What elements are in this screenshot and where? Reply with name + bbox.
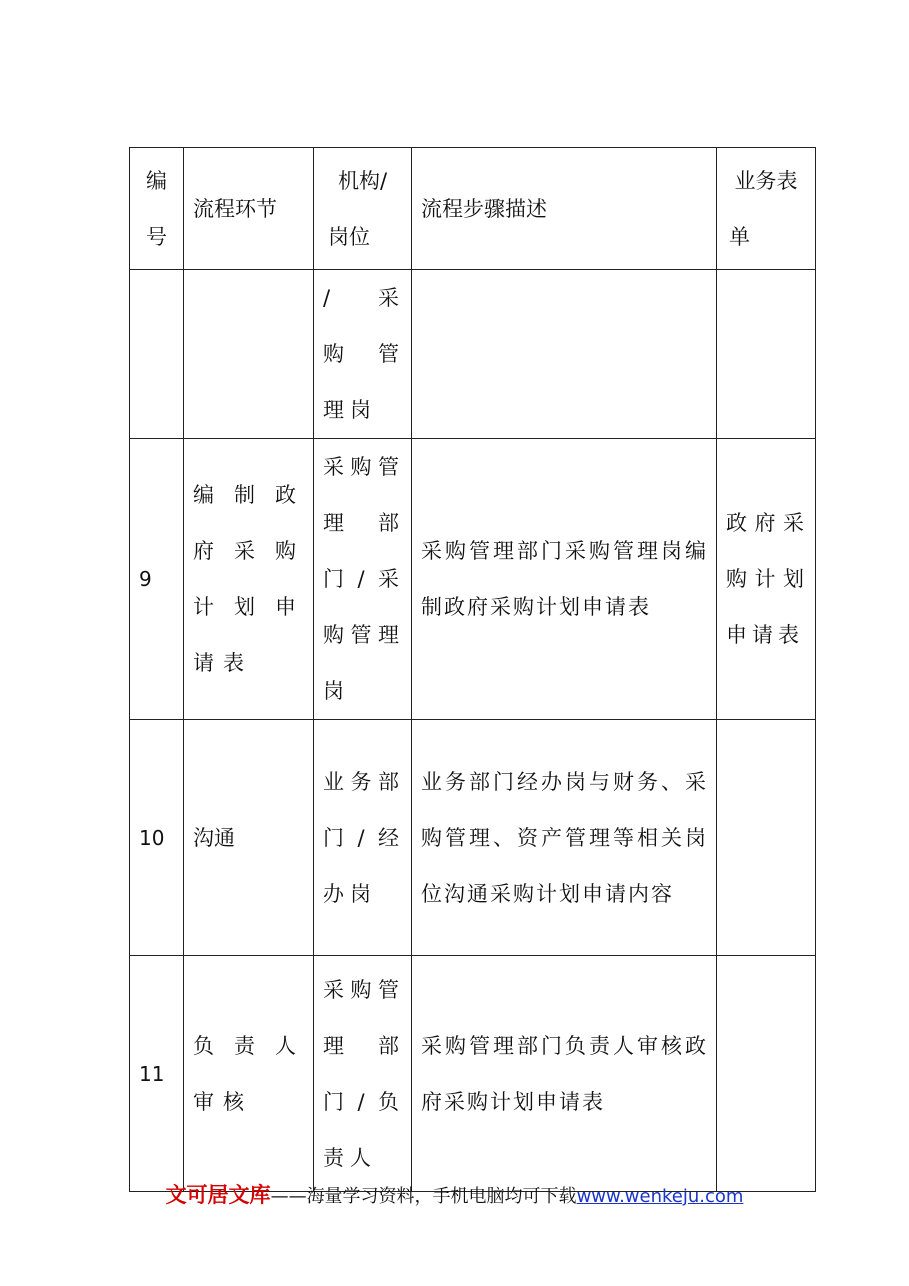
footer-url-link[interactable]: www.wenkeju.com	[576, 1186, 744, 1207]
row-no-cell	[130, 270, 184, 439]
row-org-cell: / 采 购 管理岗	[314, 270, 412, 439]
footer-brand: 文可居文库	[165, 1183, 271, 1207]
row-no-cell: 11	[130, 956, 184, 1192]
row-no-cell: 10	[130, 720, 184, 956]
table-row	[130, 439, 816, 720]
table-header-row	[130, 148, 816, 270]
header-no: 编号	[130, 148, 184, 270]
row-no-cell: 9	[130, 439, 184, 720]
header-form: 业务表单	[717, 148, 816, 270]
row-org-cell: 采购管理部门/负责人	[314, 956, 412, 1192]
row-org-cell: 业务部门/经办岗	[314, 720, 412, 956]
header-desc: 流程步骤描述	[412, 148, 717, 270]
row-form-cell	[717, 720, 816, 956]
row-form-cell: 政府采购计划申请表	[717, 439, 816, 720]
row-org-cell: 采购管理部门/采购管理岗	[314, 439, 412, 720]
row-step-cell: 编制政府采购计划申请表	[184, 439, 314, 720]
header-step: 流程环节	[184, 148, 314, 270]
row-desc-cell	[412, 270, 717, 439]
row-desc-cell: 采购管理部门采购管理岗编制政府采购计划申请表	[412, 439, 717, 720]
footer-tagline: ——海量学习资料，手机电脑均可下载	[270, 1186, 577, 1207]
row-desc-cell: 业务部门经办岗与财务、采购管理、资产管理等相关岗位沟通采购计划申请内容	[412, 720, 717, 956]
row-desc-cell: 采购管理部门负责人审核政府采购计划申请表	[412, 956, 717, 1192]
table-row	[130, 270, 816, 439]
row-step-cell	[184, 270, 314, 439]
row-form-cell	[717, 956, 816, 1192]
table-row	[130, 956, 816, 1192]
process-table	[129, 147, 816, 1192]
header-org: 机构/岗位	[314, 148, 412, 270]
table-row	[130, 720, 816, 956]
row-step-cell: 负责人审核	[184, 956, 314, 1192]
row-form-cell	[717, 270, 816, 439]
footer-banner	[0, 1180, 909, 1212]
row-step-cell: 沟通	[184, 720, 314, 956]
